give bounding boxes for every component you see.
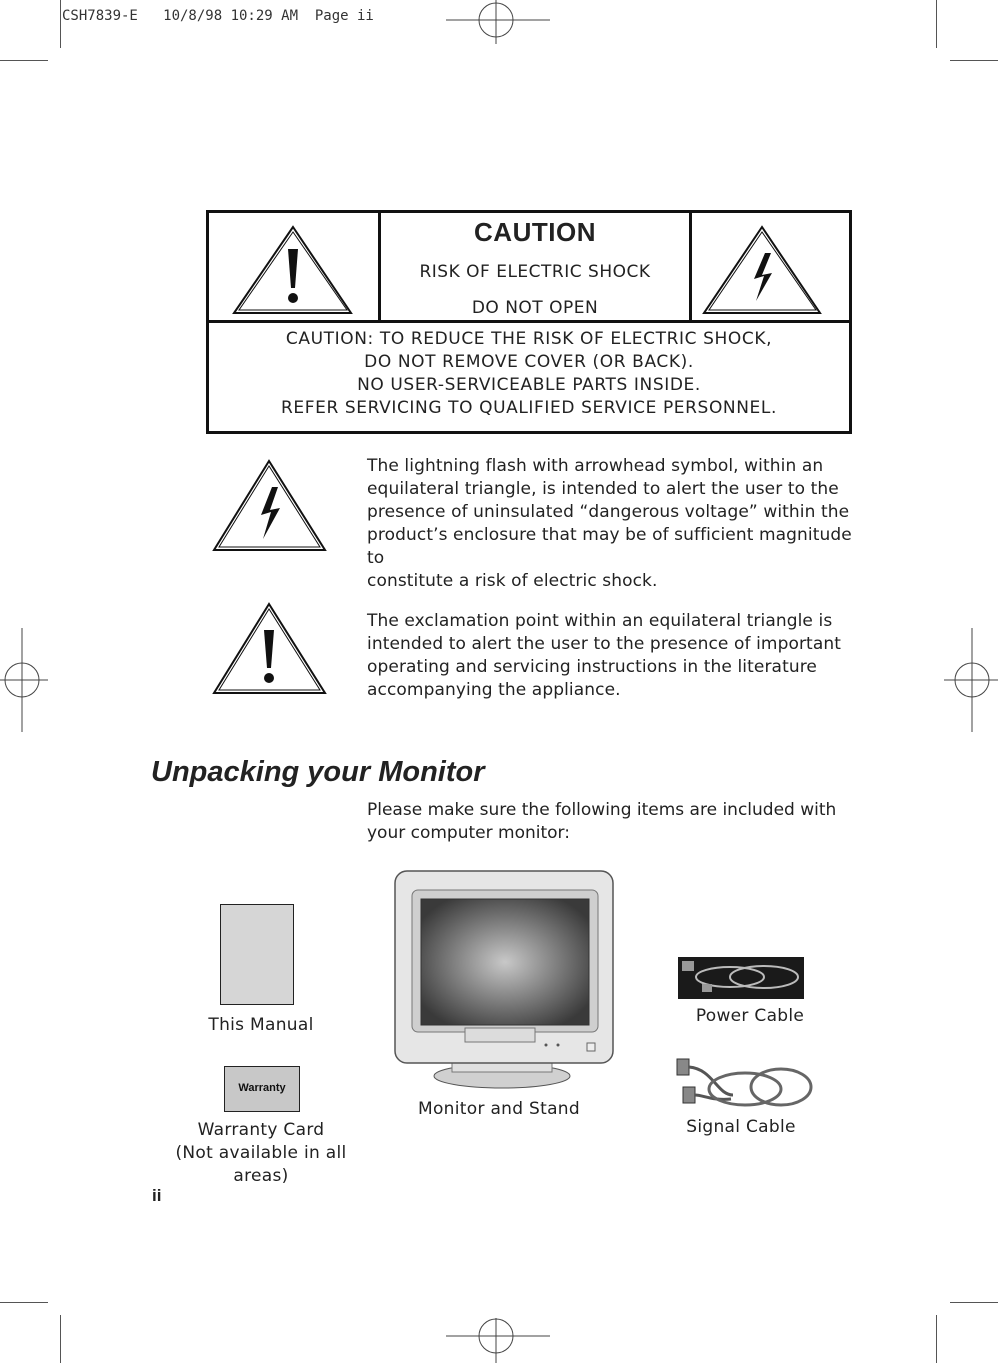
warranty-card-label — [172, 1119, 350, 1188]
caution-warning-text — [209, 325, 849, 420]
manual-label: This Manual — [208, 1015, 314, 1035]
print-slug: CSH7839-E 10/8/98 10:29 AM Page ii — [62, 8, 374, 24]
registration-mark-icon — [0, 628, 48, 732]
page-number: ii — [152, 1186, 162, 1205]
registration-mark-icon — [944, 628, 998, 732]
warranty-label-line: Warranty Card — [197, 1120, 325, 1140]
signal-cable-illustration — [673, 1055, 815, 1117]
crop-mark — [936, 1315, 937, 1363]
crop-mark — [950, 1302, 998, 1303]
exclamation-symbol-description — [367, 610, 857, 702]
description-line: accompanying the appliance. — [367, 680, 621, 700]
caution-line-risk: RISK OF ELECTRIC SHOCK — [419, 262, 651, 282]
caution-box-left-cell — [209, 213, 381, 320]
caution-warning-line: DO NOT REMOVE COVER (OR BACK). — [364, 352, 694, 372]
caution-box-right-cell — [689, 213, 849, 320]
crop-mark — [0, 60, 48, 61]
description-line: intended to alert the user to the presence of important — [367, 634, 841, 654]
intro-line: your computer monitor: — [367, 823, 570, 843]
intro-line: Please make sure the following items are included with — [367, 800, 837, 820]
exclamation-triangle-icon — [210, 600, 330, 702]
description-line: operating and servicing instructions in the literature — [367, 657, 817, 677]
registration-mark-icon — [446, 1318, 550, 1363]
caution-warning-line: NO USER-SERVICEABLE PARTS INSIDE. — [357, 375, 701, 395]
description-line: The lightning flash with arrowhead symbol, within an — [367, 456, 824, 476]
power-cable-label: Power Cable — [695, 1006, 805, 1026]
warranty-label-line: (Not available in all — [175, 1143, 347, 1163]
lightning-symbol-description — [367, 455, 857, 593]
description-line: The exclamation point within an equilateral triangle is — [367, 611, 833, 631]
warranty-card-text: Warranty — [238, 1082, 286, 1094]
caution-title: CAUTION — [474, 217, 596, 247]
warranty-label-line: areas) — [233, 1166, 289, 1186]
manual-illustration — [220, 904, 294, 1005]
monitor-illustration — [392, 868, 618, 1094]
crop-mark — [0, 1302, 48, 1303]
power-cable-illustration — [678, 957, 804, 1003]
crop-mark — [936, 0, 937, 48]
registration-mark-icon — [446, 0, 550, 44]
unpacking-intro — [367, 799, 847, 845]
exclamation-triangle-icon — [209, 213, 381, 320]
caution-warning-line: REFER SERVICING TO QUALIFIED SERVICE PERSONNEL. — [281, 398, 777, 418]
crop-mark — [950, 60, 998, 61]
crop-mark — [60, 1315, 61, 1363]
warranty-card-illustration — [224, 1066, 300, 1112]
caution-box — [206, 210, 852, 434]
crop-mark — [60, 0, 61, 48]
caution-line-do-not-open: DO NOT OPEN — [471, 298, 599, 318]
signal-cable-label: Signal Cable — [686, 1117, 796, 1137]
description-line: equilateral triangle, is intended to alert the user to the — [367, 479, 839, 499]
lightning-triangle-icon — [210, 457, 330, 559]
caution-box-center — [381, 213, 689, 320]
caution-box-header — [209, 213, 849, 323]
section-title: Unpacking your Monitor — [151, 756, 485, 788]
description-line: presence of uninsulated “dangerous voltage” within the — [367, 502, 850, 522]
description-line: constitute a risk of electric shock. — [367, 571, 658, 591]
caution-warning-line: CAUTION: TO REDUCE THE RISK OF ELECTRIC SHOCK, — [285, 329, 773, 349]
lightning-triangle-icon — [692, 213, 849, 320]
description-line: product’s enclosure that may be of sufficient magnitude to — [367, 525, 852, 568]
monitor-label: Monitor and Stand — [418, 1099, 580, 1119]
